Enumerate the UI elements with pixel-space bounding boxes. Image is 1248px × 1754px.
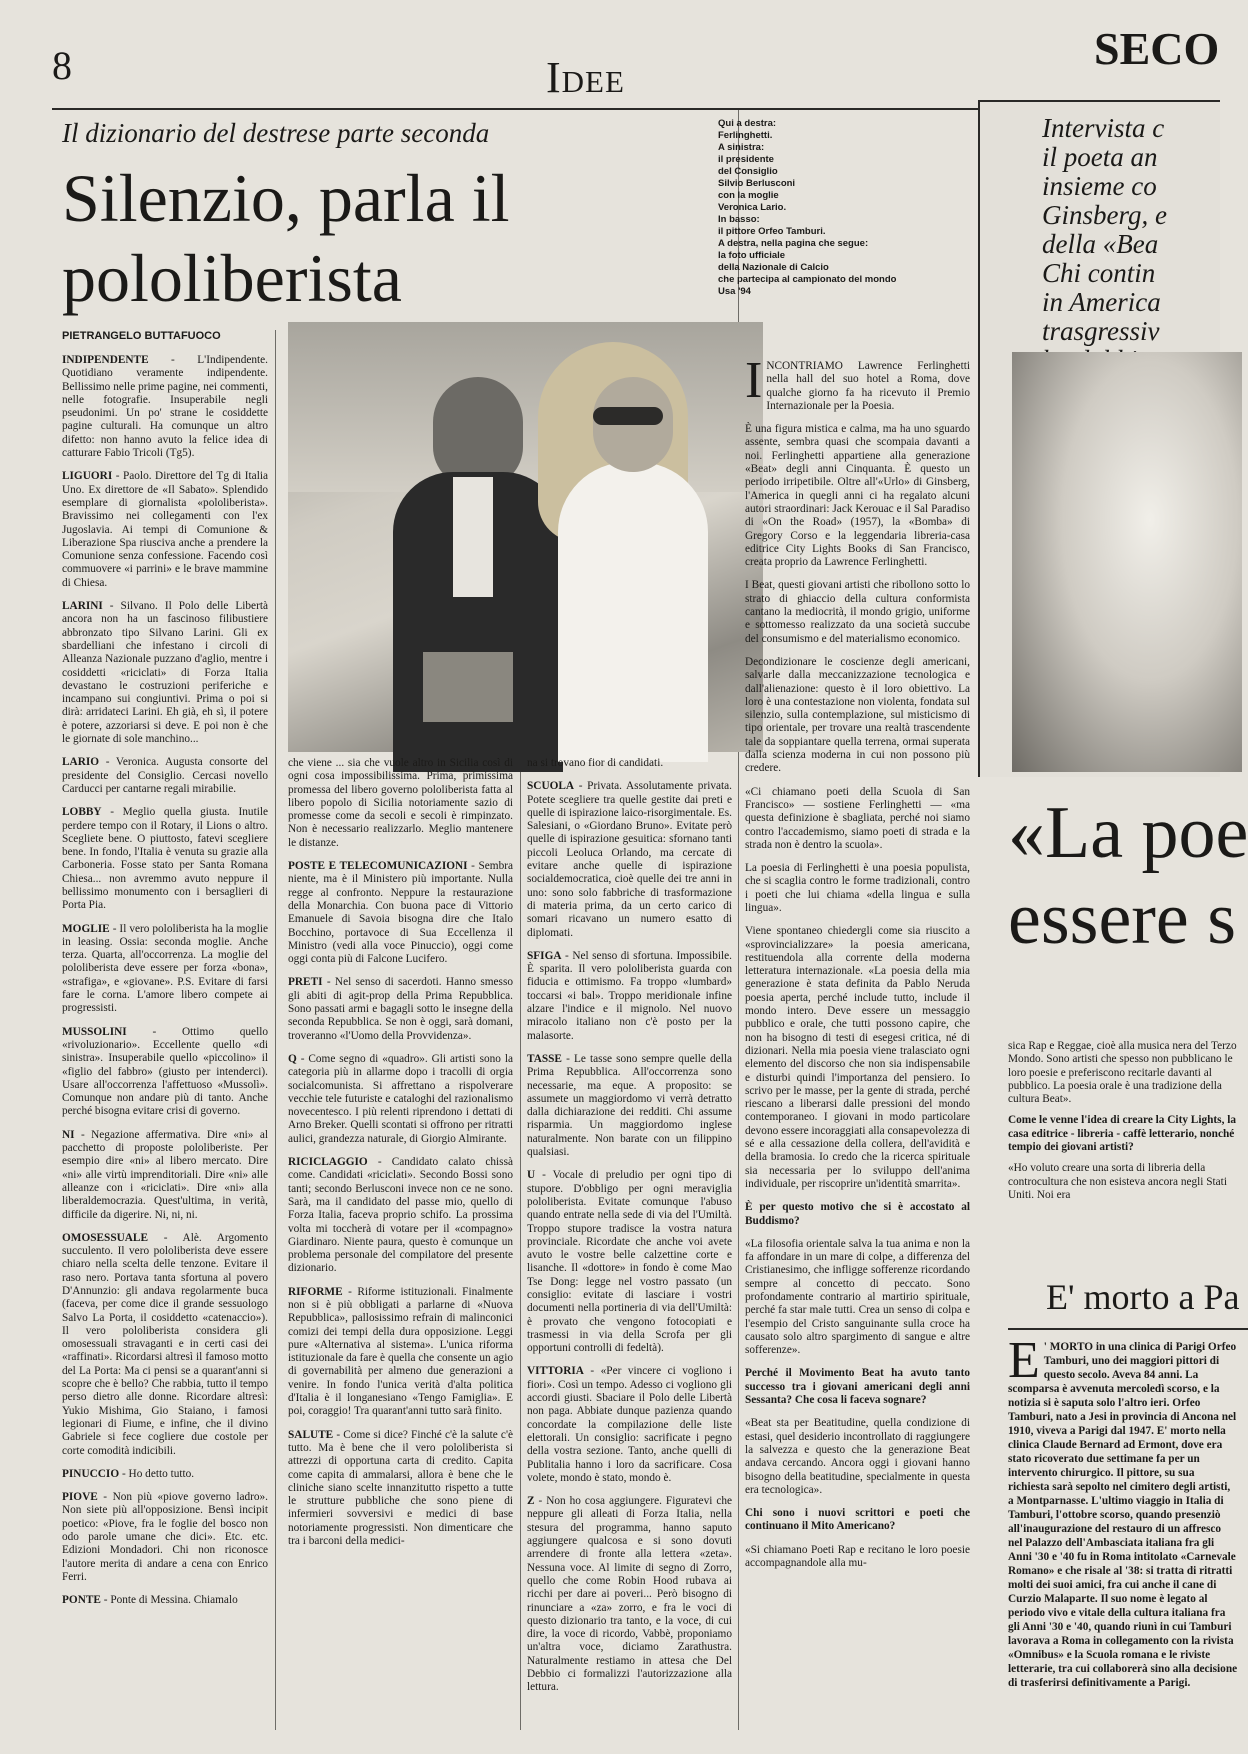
entry-term: MUSSOLINI — [62, 1025, 127, 1038]
entry-term: RICICLAGGIO — [288, 1156, 368, 1169]
caption-line: Qui a destra: — [718, 118, 777, 129]
entry-text: - Paolo. Direttore del Tg di Italia Uno. Ex direttore de «Il Sabato». Splendido esemplare di giornalista «pololiberista». Bravissimo nei collegamenti con l'ex Jugoslavia. Ai tempi di Comunione & Liberazione Spa riusciva anche a prendere la Comunione senza confessione. Facendo così commuovere «i parrini» e le brave mammine di Chiesa. — [62, 470, 268, 589]
entry-term: SFIGA — [527, 949, 562, 962]
entry-term: PIOVE — [62, 1491, 98, 1504]
dictionary-entry — [288, 1053, 513, 1146]
entry-text: che viene ... sia che vuole altro in Sicilia così di ogni cosa impossibilissima. Prima, primissima promessa del libero governo pololiberista fatta al libero popolo di Sicilia notoriamente sazio di promesse come da secoli e secoli è rimpinzato. Non è necessario realizzarlo. Meglio mantenere le distanze. — [288, 757, 513, 849]
entry-term: PRETI — [288, 976, 323, 989]
pull-quote — [1008, 790, 1248, 962]
dictionary-entry — [62, 600, 268, 746]
interview-paragraph — [745, 1367, 970, 1407]
paragraph-text: Chi sono i nuovi scrittori e poeti che continuano il Mito Americano? — [745, 1507, 970, 1533]
dictionary-entry — [62, 1491, 268, 1584]
interview-paragraph — [745, 925, 970, 1191]
entry-text: - L'Indipendente. Quotidiano veramente indipendente. Bellissimo nelle prime pagine, nei commenti, nelle fotografie. Insuperabile negli pseudonimi. Un po' strane le cosiddette pagine culturali. Ha comunque un altro difetto: non hanno avuto la felice idea di catturare Fabio Tricoli (Tg5). — [62, 354, 268, 460]
interview-intro — [1042, 114, 1167, 375]
dictionary-entry — [62, 756, 268, 796]
interview-paragraph — [745, 579, 970, 645]
paragraph-text: «Si chiamano Poeti Rap e recitano le loro poesie accompagnandole alla mu- — [745, 1543, 970, 1570]
caption-line: il pittore Orfeo Tamburi. — [718, 226, 826, 237]
interview-column — [745, 352, 970, 1734]
caption-line: A destra, nella pagina che segue: — [718, 238, 869, 249]
interview-paragraph — [745, 1507, 970, 1534]
dictionary-entry — [62, 806, 268, 912]
interview-dropcap: I — [745, 352, 763, 409]
article-byline: PIETRANGELO BUTTAFUOCO — [62, 330, 221, 342]
caption-line: Silvio Berlusconi — [718, 178, 796, 189]
interview-paragraph — [745, 656, 970, 776]
entry-text: - Alè. Argomento succulento. Il vero pololiberista deve essere chiaro nella scelta delle tenzone. Evitare il raso nero. Portava tanta sfortuna al povero D'Annunzio: gli andava regolarmente buca (faceva, per come dice il grande sessuologo Salvo La Porta, il cosiddetto «catenaccio»). Il vero pololiberista considera gli omosessuali stravaganti e in certi casi dei «raffinati». Ricordarsi altresì il famoso motto del La Porta: Ma ci pensi se a quarant'anni si scopre che è bello? Che rabbia, tutto il tempo perso dietro alle donne. Ricordare altresì: Yukio Mishima, Gio Staiano, i famosi legionari di Fiume, e infine, che il divino Gabriele si fece cogliere due costole per corte comodità indicibili. — [62, 1231, 268, 1457]
entry-term: LARINI — [62, 600, 103, 613]
paragraph-text: Viene spontaneo chiedergli come sia riuscito a «sprovincializzare» la poesia americana, restituendola alla corrente della moderna letteratura internazionale. «La poesia della mia generazione è stata definita da Pablo Neruda poesia aperta, perché include tutto, include il mondo intero. Deve essere un messaggio pubblico e orale, che tutti possono capire, che non ha bisogno di testi di esegesi critica, né di dizionari. Nella mia poesia viene tralasciato ogni elemento del discorso che non sia indispensabile e disturbi quindi l'importanza del pensiero. Io scrivo per le masse, per la gente di strada, perché riescano a liberarsi dalle pressioni del mondo contemporaneo. I giovani in modo particolare devono essere incoraggiati alla consapevolezza di sé e alla cessazione della collera, dell'avidità e della bramosia. Io credo che la ricerca spirituale sia necessaria per lo sviluppo dell'anima individuale, per riscoprire un'identità smarrita». — [745, 925, 970, 1190]
berlusconi-lario-photo — [288, 322, 763, 752]
intro-line: Ginsberg, e — [1042, 200, 1167, 230]
article-kicker: Il dizionario del destrese parte seconda — [62, 118, 490, 148]
paragraph-text: I Beat, questi giovani artisti che ribollono sotto lo strato di ghiaccio della cultura conformista cantano la mediocrità, il mondo grigio, uniforme e sottomesso realizzato da una società succube del consumismo e del materialismo economico. — [745, 579, 970, 645]
caption-line: il presidente — [718, 154, 774, 165]
dictionary-entry — [288, 976, 513, 1042]
paragraph-text: È una figura mistica e calma, ma ha uno sguardo assente, sembra quasi che scompaia davanti a noi. Ferlinghetti appartiene alla generazione «Beat» degli anni Cinquanta. È questo un periodo irripetibile. Oltre all'«Urlo» di Ginsberg, l'America in quegli anni ci ha regalato alcuni autori straordinari: Jack Kerouac e il Sal Paradiso di «On the Road» (1957), la «Bomba» di Gregory Corso e la leggendaria libreria-casa editrice City Lights Books di San Francisco, creata proprio da Lawrence Ferlinghetti. — [745, 423, 970, 569]
dictionary-entry — [62, 1232, 268, 1458]
dictionary-entry — [288, 757, 513, 850]
dictionary-entry — [62, 1468, 268, 1481]
intro-line: insieme co — [1042, 171, 1157, 201]
entry-text: - Come segno di «quadro». Gli artisti sono la categoria più in allarme dopo i tracolli di orgia socialcomunista. Si affrettano a rispolverare vecchie tele futuriste e cataloghi del razionalismo novecentesco. I più relenti riprendono i dettati di Arno Breker. Quelli scontati si offrono per ritratti aulici, grandezza naturale, di Giorgio Almirante. — [288, 1052, 513, 1145]
caption-line: che partecipa al campionato del mondo — [718, 274, 897, 285]
article-column-3 — [527, 757, 732, 1734]
interview-paragraph — [745, 1417, 970, 1497]
continuation-paragraph: sica Rap e Reggae, cioè alla musica nera del Terzo Mondo. Sono artisti che spesso non pubblicano le loro poesie e preferiscono recitarle davanti al pubblico. La poesia orale è una tradizione della cultura Beat». — [1008, 1040, 1237, 1106]
caption-line: In basso: — [718, 214, 760, 225]
entry-term: SCUOLA — [527, 780, 575, 793]
entry-term: RIFORME — [288, 1285, 343, 1298]
interview-paragraph — [745, 1544, 970, 1571]
entry-text: - «Per vincere ci vogliono i fiori». Così un tempo. Adesso ci vogliono gli accordi giusti. Sbaciare il Polo delle Libertà non paga. Abbiate dunque pazienza quando concordate la compilazione delle liste elettorali. Un consiglio: sacrificate i pegno della vostra sezione. Tanto, anche quelli di Publitalia hanno i loro da sacrificare. Cosa volete, mondo è stato, mondo è. — [527, 1365, 732, 1484]
entry-term: POSTE E TELECOMUNICAZIONI — [288, 860, 468, 873]
interview-paragraph — [745, 423, 970, 569]
column-divider — [275, 330, 276, 1730]
intro-line: Intervista c — [1042, 113, 1165, 143]
entry-text: - Candidato calato chissà come. Candidati «riciclati». Secondo Bossi sono tanti; secondo Berlusconi invece non ce ne sono. Sarà, ma il candidato del passe mio, quello di Forza Italia, faceva proprio schifo. La prossima volta mi toccherà di votare per il «compagno» Giardinaro. Niente paura, questo è comunque un problema personale del compilatore del presente dizionario. — [288, 1156, 513, 1275]
caption-line: A sinistra: — [718, 142, 765, 153]
dictionary-entry — [62, 1129, 268, 1222]
interview-paragraph — [745, 1201, 970, 1228]
entry-term: Z — [527, 1495, 535, 1508]
obituary-rule — [1008, 1328, 1248, 1330]
interview-paragraph — [745, 1238, 970, 1358]
entry-text: - Nel senso di sfortuna. Impossibile. È sparita. Il vero pololiberista guarda con fiducia e ottimismo. Fa troppo «lumbard» toccarsi «i bal». Troppo meridionale infine alzare l'indice e il mignolo. Nel nuovo miracolo italiano non c'è posto per la malasorte. — [527, 949, 732, 1042]
article-column-2 — [288, 757, 513, 1734]
paragraph-text: È per questo motivo che si è accostato al Buddismo? — [745, 1201, 970, 1227]
photo-caption — [718, 118, 968, 298]
entry-term: LIGUORI — [62, 470, 113, 483]
entry-term: U — [527, 1169, 536, 1182]
entry-term: INDIPENDENTE — [62, 354, 149, 366]
dictionary-entry — [62, 470, 268, 590]
interview-paragraph — [745, 352, 970, 413]
entry-text: - Silvano. Il Polo delle Libertà ancora non ha un fascinoso filibustiere abbronzato tipo Silvano Larini. Gli ex sbardelliani che infestano i circoli di Alleanza Nazionale puzzano d'aglio, mentre i cosiddetti «riciclati» di Forza Italia devastano le costruzioni periferiche e incampano sui congiuntivi. Prima o poi si dirà: arridateci Larini. Eh già, eh sì, il potere è potere, azzoriarsi si deve. E poi non è che le giornate di sole manchino... — [62, 600, 268, 746]
dictionary-entry — [62, 354, 268, 460]
intro-line: della «Bea — [1042, 229, 1159, 259]
entry-text: - Sembra niente, ma è il Ministero più importante. Nulla regge al confronto. Neppure la restaurazione della Monarchia. Con buona pace di Vittorio Emanuele di Savoia bisogna dire che Italo Bocchino, portavoce di Sua Eccellenza il Ministro (vedi alla voce Pinuccio), oggi come oggi conta più di Falcone Lucifero. — [288, 860, 513, 966]
dictionary-entry — [288, 1429, 513, 1549]
dictionary-entry — [527, 780, 732, 940]
paragraph-text: «Ci chiamano poeti della Scuola di San Francisco» — sostiene Ferlinghetti — «ma questa definizione è sbagliata, perché noi siamo contro l'accademismo, siamo poeti di strada e la strada non è dentro la scuola». — [745, 785, 970, 851]
interview-intro-box — [978, 100, 1220, 777]
caption-line: la foto ufficiale — [718, 250, 786, 261]
caption-line: con la moglie — [718, 190, 779, 201]
entry-term: VITTORIA — [527, 1365, 584, 1378]
obituary-text: E ' MORTO in una clinica di Parigi Orfeo Tamburi, uno dei maggiori pittori di questo secolo. Aveva 84 anni. La scomparsa è avvenuta mercoledì scorso, e la notizia si è saputa solo l'altro ieri. Orfeo Tamburi, nato a Jesi in provincia di Ancona nel 1910, viveva a Parigi dal 1947. E' morto nella clinica Claude Bernard ad Ermont, dove era stato ricoverato due settimane fa per un intervento chirurgico. Il pittore, su sua richiesta sarà sepolto nel cimitero degli artisti, a Montparnasse. L'ultimo viaggio in Italia di Tamburi, l'ottobre scorso, quando presenziò all'inaugurazione del restauro di un affresco nel Palazzo dell'Ambasciata italiana fra gli Anni '30 e '40 fu in Roma intitolato «Carnevale Romano» e che risale al '38: si tratta di ritratti molti dei suoi amici, fra cui anche il cane di Curzio Malaparte. Il suo nome è legato al periodo vivo e vitale della cultura italiana fra gli Anni '30 e '40, quando riunì in cui Tamburi lavorava a Roma in collegamento con la rivista «Omnibus» e la Scuola romana e le riviste letterarie, tra cui collaborerà sino alla decisione di trasferirsi definitivamente a Parigi. — [1008, 1332, 1238, 1689]
entry-text: - Ho detto tutto. — [119, 1467, 195, 1480]
dictionary-entry — [527, 1169, 732, 1355]
entry-text: - Privata. Assolutamente privata. Potete scegliere tra quelle gestite dai preti e quelle di ispirazione laico-risorgimentale. Es. Salesiani, o «Giordano Bruno». Evitate però quelle di ispirazione gesuitica: sfornano tanti piccoli Leoluca Orlando, ma cercate di evitare anche quelle di ispirazione socialdemocratica, cioè quelle dei tre anni in uno: sono solo fabbriche di trasformazione di materia prima, da un certo carico di somari ricavano un numero esatto di diplomati. — [527, 780, 732, 939]
continuation-paragraph: «Ho voluto creare una sorta di libreria della controcultura che non esisteva ancora negli Stati Uniti. Noi era — [1008, 1162, 1227, 1201]
dictionary-entry — [288, 1156, 513, 1276]
adjacent-page — [978, 100, 1248, 1754]
entry-text: - Vocale di preludio per ogni tipo di stupore. D'obbligo per ogni meraviglia pololiberista. Evitate comunque l'abuso quando entrate nella sede di via del l'Umiltà. Troppo stupore tradisce la vostra natura provinciale. Ricordate che anche voi avete avuto le vostre belle calzettine corte e lisanche. Il «dottore» in fondo è come Mao Tse Dong: legge nel vostro passato (un consiglio: evitate di lasciare i vostri documenti nella portineria di via dell'Umiltà: è provato che vengono fotocopiati e trasmessi in via della Scrofa per gli opportuni controlli di fedeltà). — [527, 1169, 732, 1355]
article-headline: Silenzio, parla il pololiberista — [62, 160, 510, 316]
entry-term: LARIO — [62, 756, 100, 769]
caption-line: Usa '94 — [718, 286, 751, 297]
interview-paragraph — [745, 862, 970, 915]
entry-text: - Negazione affermativa. Dire «ni» al pacchetto di proposte pololiberiste. Per esempio dire «ni» al libero mercato. Dire «ni» alle virtù imprenditoriali. Dire «ni» alle alleanze con i «riciclati». Dire «ni» alla liberaldemocrazia. Quest'ultima, in verità, difficile da digerire. Ni, ni, ni. — [62, 1128, 268, 1221]
quote-line: «La poe — [1008, 792, 1248, 874]
entry-term: PINUCCIO — [62, 1467, 120, 1480]
dictionary-entry — [527, 950, 732, 1043]
article-column-1 — [62, 354, 268, 1734]
entry-term: NI — [62, 1128, 75, 1141]
entry-text: - Non più «piove governo ladro». Non siete più all'opposizione. Bensì incipit poetico: «Piove, fra le foglie del bosco non odo parole umane che dici». Etc. etc. Edizioni Mondadori. Chi non riconosce l'autore merita di andare a cena con Enrico Ferri. — [62, 1491, 268, 1583]
entry-text: - Riforme istituzionali. Finalmente non si è più obbligati a parlarne di «Nuova Repubblica», pallosissimo refrain di malinconici comizi dei tempi della dura opposizione. Leggi pure «Alternativa al sistema». L'unica riforma istituzionale da fare è quella che consente un agio di governabilità per almeno due generazioni a venire. In fondo l'unica verità d'alta politica d'Italia è il longanesiano «Tengo Famiglia». E poi, coraggio! Tra quarant'anni tutto sarà finito. — [288, 1285, 513, 1418]
dictionary-entry — [62, 1026, 268, 1119]
entry-term: TASSE — [527, 1052, 562, 1065]
paragraph-text: Perché il Movimento Beat ha avuto tanto successo tra i giovani americani degli anni Sessanta? Che cosa li faceva sognare? — [745, 1367, 970, 1407]
quote-line: essere s — [1008, 878, 1237, 960]
entry-text: - Ottimo quello «rivoluzionario». Eccellente quello «di sinistra». Insuperabile quello «piccolino» il «figlio del fabbro» (giusto per intenderci). Usare all'occorrenza l'affettuoso «Mussolì». Comunque non andare più di tanto. Anche perché bisogna evitare crisi di governo. — [62, 1025, 268, 1118]
obituary-title: E' morto a Pa — [1046, 1277, 1240, 1317]
paragraph-text: NCONTRIAMO Lawrence Ferlinghetti nella hall del suo hotel a Roma, dove qualche giorno fa ha ricevuto il Premio Internazionale per la Poesia. — [766, 360, 970, 412]
entry-text: - Ponte di Messina. Chiamalo — [100, 1594, 238, 1607]
caption-line: Ferlinghetti. — [718, 130, 773, 141]
entry-text: na si trovano fior di candidati. — [527, 757, 664, 769]
interview-continuation — [1008, 1040, 1248, 1210]
entry-text: - Le tasse sono sempre quelle della Prima Repubblica. All'occorrenza sono necessarie, ma eque. A proposito: se assumete un maggiordomo vi verrà detratto dalla dichiarazione dei redditi. Chi assume risparmia. Un maggiordomo inglese naturalmente. Non barate con un filippino qualsiasi. — [527, 1052, 732, 1159]
caption-line: della Nazionale di Calcio — [718, 262, 829, 273]
entry-text: - Nel senso di sacerdoti. Hanno smesso gli abiti di agit-prop della Prima Repubblica. Sono passati armi e bagagli sotto le insegne della seconda Repubblica. Se non è oggi, sarà domani, troveranno «l'Uomo della Provvidenza». — [288, 976, 513, 1042]
page-number: 8 — [52, 43, 72, 88]
dictionary-entry — [62, 1594, 268, 1607]
entry-term: PONTE — [62, 1594, 101, 1607]
caption-line: del Consiglio — [718, 166, 778, 177]
intro-line: Chi contin — [1042, 258, 1156, 288]
ferlinghetti-photo — [1012, 352, 1242, 772]
masthead: SECO — [1094, 23, 1220, 74]
dictionary-entry — [527, 757, 732, 770]
entry-term: MOGLIE — [62, 922, 110, 935]
paragraph-text: La poesia di Ferlinghetti è una poesia populista, che si scaglia contro le forme tradizionali, contro i poeti che lui chiama «della lingua e sulla lingua». — [745, 862, 970, 914]
caption-line: Veronica Lario. — [718, 202, 787, 213]
paragraph-text: Decondizionare le coscienze degli americani, salvarle dalla meccanizzazione tecnologica e dall'alienazione: questo è il loro obiettivo. La loro è una contestazione non violenta, fondata sul silenzio, sulla contemplazione, sul misticismo di tipo orientale, per trovare una realtà trascendente tale da soppiantare quella terrena, ormai superata dalla scienza moderna in cui non possono più credere. — [745, 655, 970, 775]
dictionary-entry — [527, 1495, 732, 1694]
entry-term: Q — [288, 1052, 297, 1065]
intro-line: il poeta an — [1042, 142, 1158, 172]
paragraph-text: «Beat sta per Beatitudine, quella condizione di estasi, quel desiderio incontrollato di raggiungere la salvezza e questo che la generazione Beat andava cercando. Ancora oggi i giovani hanno bisogno della beatitudine, specialmente in questa era tecnologica». — [745, 1417, 970, 1496]
entry-term: SALUTE — [288, 1428, 334, 1441]
paragraph-text: «La filosofia orientale salva la tua anima e non la fa affondare in un mare di colpe, a differenza del Cristianesimo, che infligge sofferenze ricordando sempre al concetto di peccato. Sono profondamente contrario al martirio spirituale, perché fa star male tutti. Crea un senso di colpa e l'esempio del Cristo sanguinante sulla croce ha causato solo altro spargimento di sangue e altre sofferenze». — [745, 1237, 970, 1357]
entry-text: - Come si dice? Finché c'è la salute c'è tutto. Ma è bene che il vero pololiberista si attrezzi di opportuna carta di credito. Capita come capita di ammalarsi, allora è bene che le cliniche siano scelte innanzitutto rispetto a tutte le strutture pubbliche che sono piene di infermieri sovversivi e medici di base notoriamente progressisti. Non dimenticare che tra i barconi della medici- — [288, 1428, 513, 1548]
dictionary-entry — [527, 1365, 732, 1485]
intro-line: trasgressiv — [1042, 316, 1160, 346]
column-divider — [520, 760, 521, 1730]
entry-text: - Meglio quella giusta. Inutile perdere tempo con il Rotary, il Lions o altro. Scegliete bene. O piuttosto, fatevi scegliere bene. In fondo, l'Italia è venuta su grazie alla Carboneria. Fosse stato per Santa Romana Chiesa... non avremmo avuto neppure il bellissimo monumento con i bersaglieri di Porta Pia. — [62, 806, 268, 912]
dictionary-entry — [288, 1286, 513, 1419]
dictionary-entry — [288, 860, 513, 966]
interview-paragraph — [745, 786, 970, 852]
continuation-paragraph: Come le venne l'idea di creare la City Lights, la casa editrice - libreria - caffè letterario, nonché tempio dei giovani artisti? — [1008, 1114, 1237, 1154]
dictionary-entry — [527, 1053, 732, 1159]
entry-text: - Il vero pololiberista ha la moglie in leasing. Ossia: seconda moglie. Anche terza. Quarta, all'occorrenza. La moglie del pololiberista deve essere per forza «bona», «strafiga», e «giovane». P.S. Evitare di farsi fare le corna. L'amore libero compete ai progressisti. — [62, 922, 268, 1015]
entry-text: - Veronica. Augusta consorte del presidente del Consiglio. Cercasi novello Carducci per cantarne regali mirabilie. — [62, 756, 268, 795]
entry-text: - Non ho cosa aggiungere. Figuratevi che neppure gli alleati di Forza Italia, nella stesura del programma, hanno saputo aggiungere qualcosa e si sono dovuti arrendere di fronte alla lettera «zeta». Nessuna voce. Al limite di segno di Zorro, quello che come Robin Hood rubava ai ricchi per dare ai poveri... Però bisogno di rinunciare a «za» zorro, e fra le voci di questo dizionario tra tanto, e la voce, di cui dire, la voce di ricordo, Vabbè, proponiamo un'altra voce, diciamo Zarathustra. Naturalmente restiamo in attesa che Del Debbio ci formalizzi l'autorizzazione alla lettura. — [527, 1495, 732, 1694]
entry-term: OMOSESSUALE — [62, 1231, 149, 1244]
dictionary-entry — [62, 923, 268, 1016]
section-title: Idee — [546, 53, 625, 102]
entry-term: LOBBY — [62, 806, 102, 819]
obituary-dropcap: E — [1008, 1332, 1040, 1389]
intro-line: in America — [1042, 287, 1161, 317]
